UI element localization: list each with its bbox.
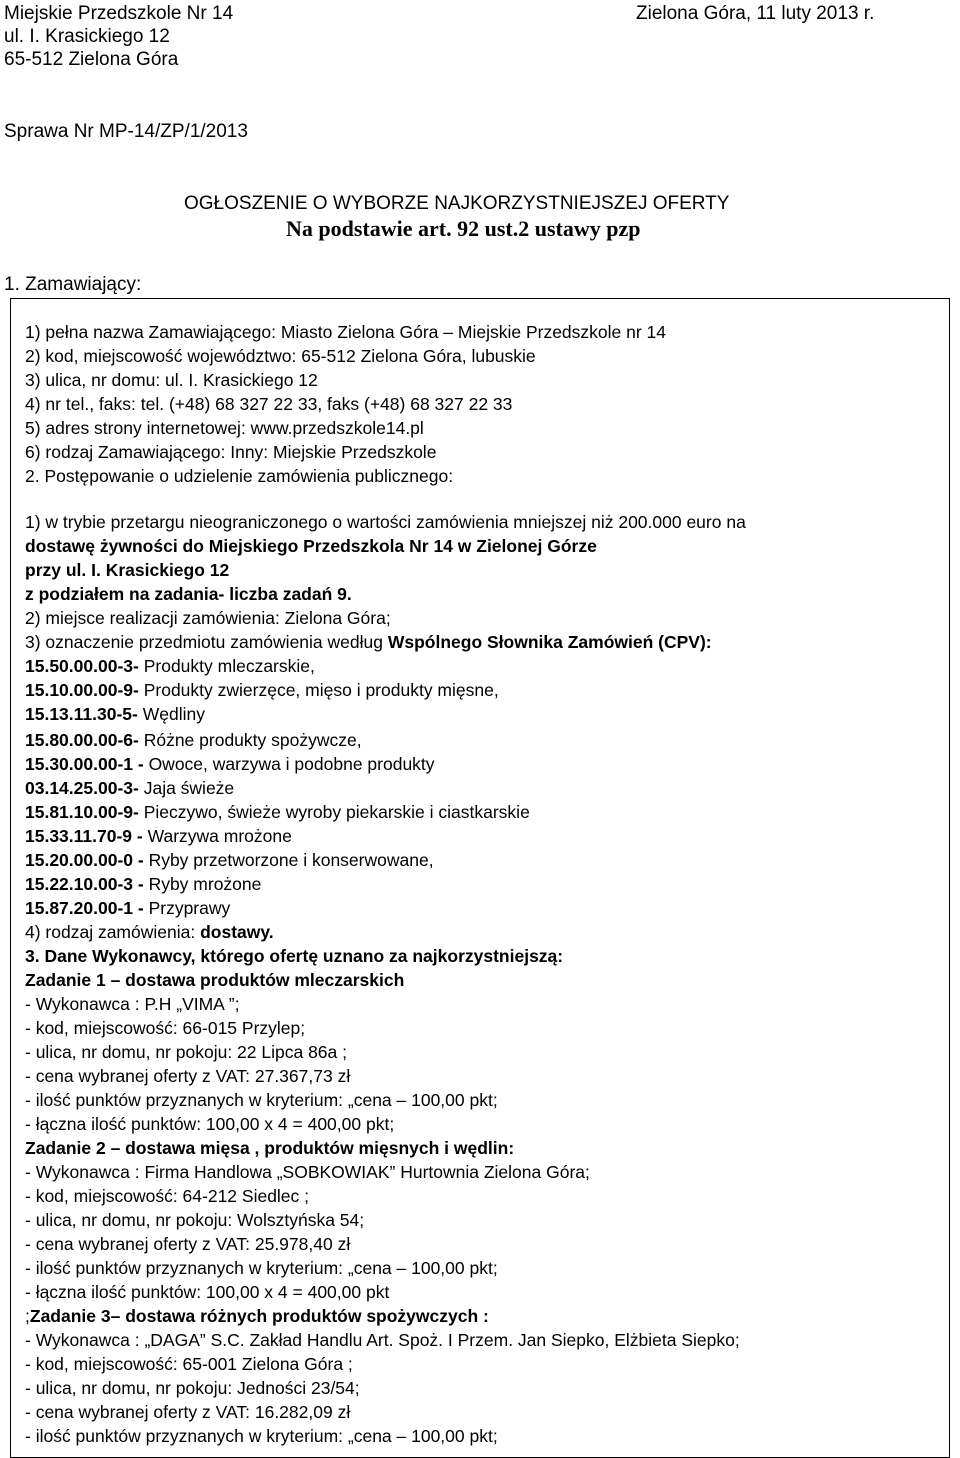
contracting-authority-type: 6) rodzaj Zamawiającego: Inny: Miejskie Przedszkole — [25, 442, 437, 462]
lot-3-title: ;Zadanie 3– dostawa różnych produktów spożywczych : — [25, 1306, 489, 1326]
lot-1-title: Zadanie 1 – dostawa produktów mleczarskich — [25, 970, 405, 990]
lot-2-postcode: - kod, miejscowość: 64-212 Siedlec ; — [25, 1186, 310, 1206]
lot-2-criterion-points: - ilość punktów przyznanych w kryterium: „cena – 100,00 pkt; — [25, 1258, 498, 1278]
cpv-item: 15.80.00.00-6- Różne produkty spożywcze, — [25, 730, 362, 750]
organization-street: ul. I. Krasickiego 12 — [4, 26, 170, 47]
document-box — [10, 298, 950, 1458]
contracting-authority-street: 3) ulica, nr domu: ul. I. Krasickiego 12 — [25, 370, 318, 390]
lot-2-price: - cena wybranej oferty z VAT: 25.978,40 zł — [25, 1234, 351, 1254]
place-of-performance: 2) miejsce realizacji zamówienia: Zielona Góra; — [25, 608, 391, 628]
cpv-item: 15.87.20.00-1 - Przyprawy — [25, 898, 231, 918]
contracting-authority-phone: 4) nr tel., faks: tel. (+48) 68 327 22 33, faks (+48) 68 327 22 33 — [25, 394, 513, 414]
section1-heading: 1. Zamawiający: — [4, 274, 142, 295]
lot-1-street: - ulica, nr domu, nr pokoju: 22 Lipca 86a ; — [25, 1042, 347, 1062]
lot-3-street: - ulica, nr domu, nr pokoju: Jedności 23/54; — [25, 1378, 360, 1398]
contracting-authority-name: 1) pełna nazwa Zamawiającego: Miasto Zielona Góra – Miejskie Przedszkole nr 14 — [25, 322, 667, 342]
cpv-item: 15.20.00.00-0 - Ryby przetworzone i konserwowane, — [25, 850, 434, 870]
order-type: 4) rodzaj zamówienia: dostawy. — [25, 922, 274, 942]
procedure-location: przy ul. I. Krasickiego 12 — [25, 560, 230, 580]
lot-2-title: Zadanie 2 – dostawa mięsa , produktów mięsnych i wędlin: — [25, 1138, 515, 1158]
lot-1-price: - cena wybranej oferty z VAT: 27.367,73 zł — [25, 1066, 351, 1086]
cpv-item: 15.30.00.00-1 - Owoce, warzywa i podobne produkty — [25, 754, 435, 774]
procedure-lots: z podziałem na zadania- liczba zadań 9. — [25, 584, 352, 604]
organization-name: Miejskie Przedszkole Nr 14 — [4, 3, 234, 24]
section3-heading: 3. Dane Wykonawcy, którego ofertę uznano za najkorzystniejszą: — [25, 946, 564, 966]
cpv-item: 15.33.11.70-9 - Warzywa mrożone — [25, 826, 292, 846]
cpv-item: 15.81.10.00-9- Pieczywo, świeże wyroby piekarskie i ciastkarskie — [25, 802, 530, 822]
document-subtitle: Na podstawie art. 92 ust.2 ustawy pzp — [286, 216, 641, 241]
section2-heading: 2. Postępowanie o udzielenie zamówienia publicznego: — [25, 466, 454, 486]
lot-3-postcode: - kod, miejscowość: 65-001 Zielona Góra ; — [25, 1354, 353, 1374]
cpv-item: 15.50.00.00-3- Produkty mleczarskie, — [25, 656, 315, 676]
procedure-subject: dostawę żywności do Miejskiego Przedszkola Nr 14 w Zielonej Górze — [25, 536, 597, 556]
place-date: Zielona Góra, 11 luty 2013 r. — [636, 3, 875, 24]
cpv-heading: 3) oznaczenie przedmiotu zamówienia według Wspólnego Słownika Zamówień (CPV): — [25, 632, 712, 652]
organization-city: 65-512 Zielona Góra — [4, 49, 179, 70]
lot-2-street: - ulica, nr domu, nr pokoju: Wolsztyńska 54; — [25, 1210, 365, 1230]
lot-3-criterion-points: - ilość punktów przyznanych w kryterium: „cena – 100,00 pkt; — [25, 1426, 498, 1446]
cpv-item: 15.13.11.30-5- Wędliny — [25, 704, 205, 724]
cpv-item: 15.22.10.00-3 - Ryby mrożone — [25, 874, 262, 894]
procedure-mode: 1) w trybie przetargu nieograniczonego o wartości zamówienia mniejszej niż 200.000 euro na — [25, 512, 746, 532]
lot-1-contractor: - Wykonawca : P.H „VIMA ”; — [25, 994, 240, 1014]
case-number: Sprawa Nr MP-14/ZP/1/2013 — [4, 121, 248, 142]
cpv-item: 03.14.25.00-3- Jaja świeże — [25, 778, 235, 798]
lot-3-price: - cena wybranej oferty z VAT: 16.282,09 zł — [25, 1402, 351, 1422]
contracting-authority-address: 2) kod, miejscowość województwo: 65-512 Zielona Góra, lubuskie — [25, 346, 536, 366]
contracting-authority-website: 5) adres strony internetowej: www.przedszkole14.pl — [25, 418, 424, 438]
lot-2-contractor: - Wykonawca : Firma Handlowa „SOBKOWIAK” Hurtownia Zielona Góra; — [25, 1162, 590, 1182]
lot-1-total-points: - łączna ilość punktów: 100,00 x 4 = 400,00 pkt; — [25, 1114, 395, 1134]
lot-1-postcode: - kod, miejscowość: 66-015 Przylep; — [25, 1018, 306, 1038]
cpv-item: 15.10.00.00-9- Produkty zwierzęce, mięso i produkty mięsne, — [25, 680, 499, 700]
lot-2-total-points: - łączna ilość punktów: 100,00 x 4 = 400,00 pkt — [25, 1282, 390, 1302]
lot-1-criterion-points: - ilość punktów przyznanych w kryterium: „cena – 100,00 pkt; — [25, 1090, 498, 1110]
lot-3-contractor: - Wykonawca : „DAGA” S.C. Zakład Handlu Art. Spoż. I Przem. Jan Siepko, Elżbieta Siepko; — [25, 1330, 740, 1350]
document-title: OGŁOSZENIE O WYBORZE NAJKORZYSTNIEJSZEJ OFERTY — [184, 193, 730, 214]
